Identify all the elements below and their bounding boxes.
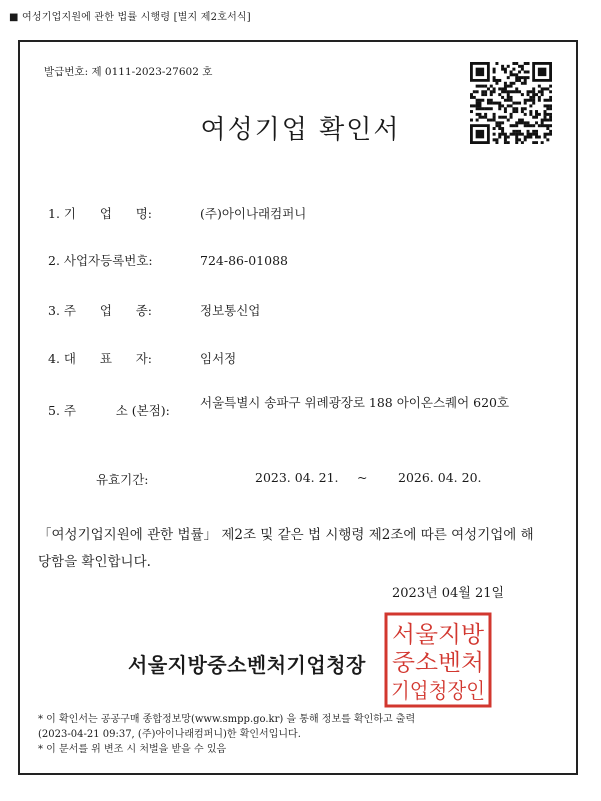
validity-separator: ~	[357, 470, 368, 485]
field-label: 1. 기 업 명:	[48, 206, 153, 221]
svg-text:기업청장인: 기업청장인	[391, 679, 485, 703]
footnote-line: (2023-04-21 09:37, (주)아이나래컴퍼니)한 확인서입니다.	[38, 729, 301, 740]
document-title: 여성기업 확인서	[200, 115, 401, 145]
footnote-line: * 이 확인서는 공공구매 종합정보망(www.smpp.go.kr) 을 통해 정보를 확인하고 출력	[38, 714, 416, 725]
validity-end: 2026. 04. 20.	[398, 470, 482, 485]
footnote-line: * 이 문서를 위 변조 시 처벌을 받을 수 있음	[38, 744, 227, 755]
field-label: 5. 주 소 (본점):	[48, 403, 170, 418]
official-seal	[384, 612, 492, 708]
field-value: (주)아이나래컴퍼니	[200, 206, 307, 221]
field-value: 임서정	[200, 351, 237, 366]
field-label: 2. 사업자등록번호:	[48, 253, 153, 268]
field-value: 724-86-01088	[200, 253, 288, 268]
field-value: 서울특별시 송파구 위례광장로 188 아이온스퀘어 620호	[200, 395, 510, 410]
form-reference: ■ 여성기업지원에 관한 법률 시행령 [별지 제2호서식]	[9, 12, 251, 23]
validity-label: 유효기간:	[96, 472, 149, 487]
issuer-name: 서울지방중소벤처기업청장	[128, 653, 366, 677]
field-label: 4. 대 표 자:	[48, 351, 153, 366]
confirmation-statement: 「여성기업지원에 관한 법률」 제2조 및 같은 법 시행령 제2조에 따른 여성기업에 해당함을 확인합니다.	[38, 527, 534, 570]
footnotes	[38, 712, 415, 757]
svg-text:중소벤처: 중소벤처	[392, 650, 484, 676]
field-value: 정보통신업	[200, 303, 261, 318]
field-label: 3. 주 업 종:	[48, 303, 153, 318]
issue-date: 2023년 04월 21일	[392, 586, 505, 601]
validity-start: 2023. 04. 21.	[255, 470, 339, 485]
svg-text:서울지방: 서울지방	[392, 622, 485, 648]
issue-number: 발급번호: 제 0111-2023-27602 호	[44, 66, 213, 78]
